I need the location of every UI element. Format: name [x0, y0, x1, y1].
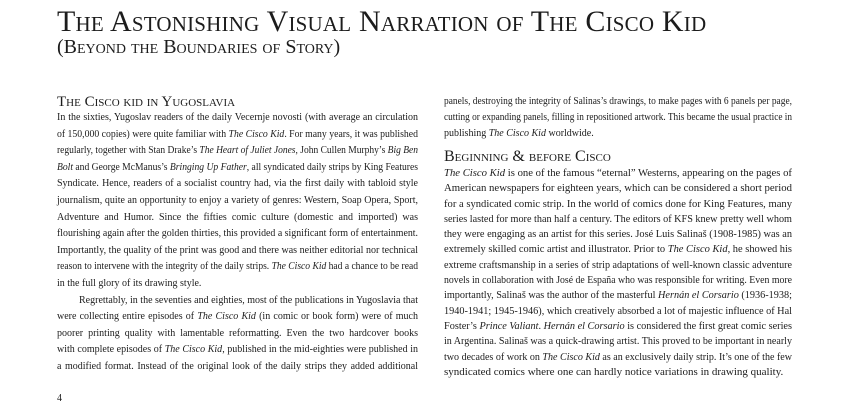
text-run: American newspapers for eighteen years, which can be considered a short period	[444, 182, 792, 195]
text-run: were collecting entire episodes of	[57, 311, 198, 323]
paragraph	[444, 94, 792, 142]
italic-title: The Cisco Kid	[542, 350, 600, 363]
text-line	[57, 110, 418, 127]
text-run: two decades of work on	[444, 350, 543, 363]
text-run: . For many years, it was published	[284, 128, 418, 140]
text-line	[444, 242, 792, 257]
line-text	[444, 242, 792, 257]
text-run: had a chance to be read	[326, 261, 418, 273]
line-text	[444, 94, 792, 110]
text-run: with complete episodes of	[57, 344, 165, 356]
line-text	[444, 166, 792, 181]
text-line	[57, 160, 418, 177]
text-line	[57, 276, 418, 293]
line-text	[57, 160, 418, 177]
text-run: in Argentina. Salinaš was a quick-drawing artist. This proved to be important in nearly	[444, 335, 792, 348]
text-line	[57, 143, 418, 160]
text-line	[57, 193, 418, 210]
text-run: novels in collaboration with José de España who was responsible for writing. Even more	[444, 274, 792, 287]
line-text	[57, 226, 418, 243]
text-run: reason to intervene with the integrity of the daily strips.	[57, 261, 272, 273]
text-line	[444, 181, 792, 196]
text-line	[57, 127, 418, 144]
page-number: 4	[57, 393, 62, 404]
line-text	[57, 342, 418, 359]
text-line	[444, 273, 792, 288]
text-line	[57, 226, 418, 243]
text-line	[444, 212, 792, 227]
italic-title: The Cisco Kid	[271, 261, 327, 273]
line-text	[444, 319, 792, 334]
text-line	[444, 110, 792, 126]
text-run: , he showed his	[727, 243, 792, 256]
text-line	[444, 304, 792, 319]
text-run: is considered the first great comic series	[624, 319, 792, 332]
text-run: they were engaging as an artist for this series. José Luis Salinaš (1908-1985) was an	[444, 228, 792, 241]
text-run: importantly, Salinaš was the author of the masterful	[444, 289, 659, 302]
text-line	[57, 243, 418, 260]
line-text	[57, 110, 418, 127]
document-subtitle: (Beyond the Boundaries of Story)	[57, 36, 341, 58]
text-line	[444, 288, 792, 303]
text-run: Adventure and Humor. Since the fifties comic culture (domestic and imported) was	[57, 211, 418, 223]
line-text	[57, 276, 201, 293]
text-run: Importantly, the quality of the print was good and there was neither editorial nor technical	[57, 244, 418, 256]
text-run: in the full glory of its drawing style.	[57, 277, 202, 289]
line-text	[57, 259, 418, 276]
line-text	[57, 127, 418, 144]
text-line	[444, 319, 792, 334]
document-title: The Astonishing Visual Narration of The Cisco Kid	[57, 5, 707, 38]
text-line	[444, 365, 792, 380]
line-text	[57, 359, 418, 376]
line-text	[444, 365, 783, 380]
text-line	[57, 259, 418, 276]
text-line	[57, 210, 418, 227]
line-text	[444, 227, 792, 242]
italic-title: Hernán el Corsario	[658, 289, 739, 302]
text-run: poorer printing quality with lamentable reformatting. Even the two hardcover books	[57, 327, 418, 339]
italic-title: The Cisco Kid	[667, 243, 728, 256]
italic-title: The Cisco Kid	[228, 128, 285, 140]
italic-title: Prince Valiant	[479, 319, 539, 332]
text-run: Foster’s	[444, 319, 480, 332]
text-line	[57, 342, 418, 359]
italic-title: The Heart of Juliet Jones	[199, 145, 296, 157]
text-line	[57, 359, 418, 376]
line-text	[444, 334, 792, 349]
text-run: In the sixties, Yugoslav readers of the daily Vecernje novosti (with average an circulation	[57, 112, 418, 123]
italic-title: The Cisco Kid	[164, 344, 223, 356]
text-run: panels, destroying the integrity of Salinas’s drawings, to make pages with 6 panels per page,	[444, 96, 792, 107]
text-run: flourishing again after the golden thirties, this provided a significant form of entertainment.	[57, 228, 418, 240]
text-run: (1936-1938;	[738, 289, 792, 302]
italic-title: The Cisco Kid	[444, 167, 506, 179]
text-line	[57, 326, 418, 343]
line-text	[444, 304, 792, 319]
text-line	[444, 227, 792, 242]
line-text	[444, 197, 792, 212]
text-run: regularly, together with Stan Drake’s	[57, 145, 200, 157]
line-text	[57, 243, 418, 260]
text-line	[444, 94, 792, 110]
text-run: , published in the mid-eighties were published in	[222, 344, 419, 356]
text-run: series lasted for more than half a century. The editors of KFS knew pretty well whom	[444, 212, 792, 225]
line-text	[444, 288, 792, 303]
text-run: and George McManus’s	[73, 161, 170, 173]
italic-title: Hernán el Corsario	[543, 319, 625, 332]
text-run: extremely skilled comic artist and illustrator. Prior to	[444, 243, 668, 256]
text-run: syndicated comics where one can hardly notice variations in drawing quality.	[444, 365, 784, 378]
text-run: worldwide.	[545, 128, 594, 139]
line-text	[57, 326, 418, 343]
line-text	[57, 193, 418, 210]
italic-title: Bolt	[57, 161, 74, 173]
line-text	[444, 350, 792, 365]
line-text	[57, 143, 418, 160]
text-run: a modified format. Instead of the original look of the daily strips they added additional	[57, 360, 418, 372]
italic-title: The Cisco Kid	[488, 128, 546, 139]
italic-title: Big Ben	[387, 145, 418, 157]
text-line	[444, 350, 792, 365]
text-run: is one of the famous “eternal” Westerns, appearing on the pages of	[505, 167, 792, 179]
text-run: journalism, quite an opportunity to enjoy a variety of genres: Western, Soap Opera, Sport,	[57, 194, 418, 206]
text-run: .	[538, 319, 544, 332]
line-text	[444, 181, 792, 196]
text-line	[444, 166, 792, 181]
line-text	[444, 126, 594, 142]
right-column	[444, 94, 792, 380]
line-text	[444, 258, 792, 273]
text-line	[444, 197, 792, 212]
text-line	[444, 334, 792, 349]
section-heading: The Cisco kid in Yugoslavia	[57, 94, 236, 110]
italic-title: The Cisco Kid	[197, 311, 256, 323]
left-column	[57, 94, 418, 376]
italic-title: Bringing Up Father	[169, 161, 247, 173]
text-run: of 150,000 copies) were quite familiar with	[57, 128, 229, 140]
text-run: extreme craftsmanship in a series of strip adaptations of well-known classic adventure	[444, 258, 792, 271]
paragraph	[57, 293, 418, 376]
text-run: , all syndicated daily strips by King Features	[246, 161, 418, 173]
paragraph	[57, 110, 418, 293]
text-run: (in comic or book form) were of much	[255, 311, 418, 323]
text-run: publishing	[444, 128, 489, 139]
text-line	[444, 258, 792, 273]
line-text	[444, 212, 792, 227]
line-text	[79, 293, 418, 310]
line-text	[57, 176, 418, 193]
section-heading: Beginning & before Cisco	[444, 148, 611, 165]
line-text	[57, 309, 418, 326]
text-line	[444, 126, 792, 142]
text-line	[57, 309, 418, 326]
text-run: cutting or expanding panels, filling in repositioned artwork. This became the usual practice in	[444, 112, 792, 123]
text-run: , John Cullen Murphy’s	[295, 145, 388, 157]
paragraph	[444, 166, 792, 380]
line-text	[444, 110, 792, 126]
text-run: 1940-1941; 1945-1946), which creatively absorbed a lot of majestic influence of Hal	[444, 304, 792, 317]
text-run: for a syndicated comic strip. In the world of comics done for King Features, many	[444, 197, 792, 210]
text-run: Regrettably, in the seventies and eighties, most of the publications in Yugoslavia that	[79, 294, 418, 306]
text-run: Syndicate. Hence, readers of a socialist country had, via the first daily with tabloid style	[57, 178, 418, 190]
text-line	[57, 176, 418, 193]
text-run: as an exclusively daily strip. It’s one of the few	[599, 350, 792, 363]
text-line	[57, 293, 418, 310]
line-text	[444, 273, 792, 288]
line-text	[57, 210, 418, 227]
